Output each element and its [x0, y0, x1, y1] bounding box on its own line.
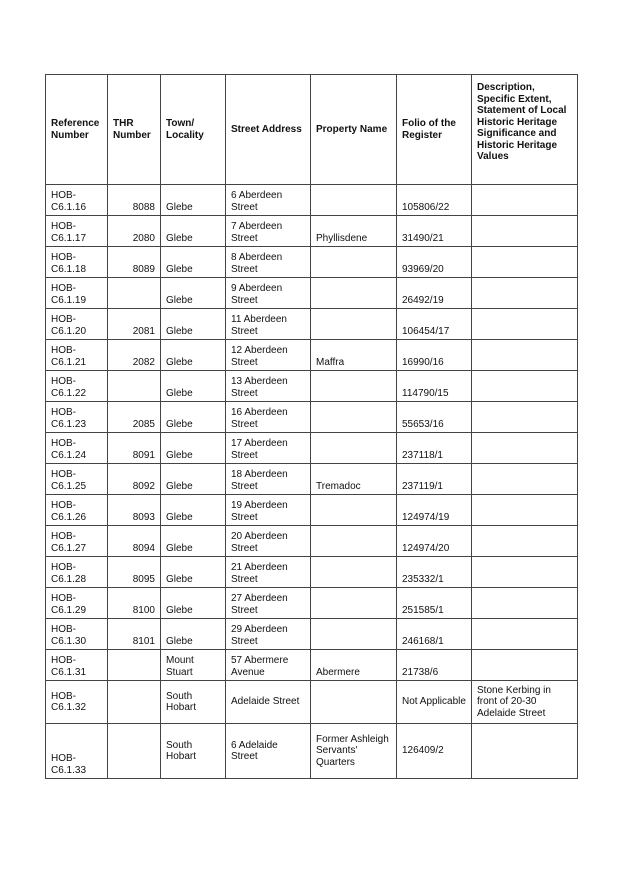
cell-folio: 237119/1 — [397, 464, 472, 495]
cell-description — [472, 557, 578, 588]
cell-reference: HOB-C6.1.22 — [46, 371, 108, 402]
cell-reference: HOB-C6.1.27 — [46, 526, 108, 557]
cell-folio: 55653/16 — [397, 402, 472, 433]
cell-town: Glebe — [161, 433, 226, 464]
cell-description — [472, 278, 578, 309]
cell-folio: 31490/21 — [397, 216, 472, 247]
cell-thr — [108, 650, 161, 681]
cell-street: 7 Aberdeen Street — [226, 216, 311, 247]
cell-property — [311, 402, 397, 433]
cell-thr: 2085 — [108, 402, 161, 433]
cell-description — [472, 526, 578, 557]
cell-description: Stone Kerbing in front of 20-30 Adelaide Street — [472, 681, 578, 724]
cell-town: Glebe — [161, 526, 226, 557]
table-row — [46, 681, 578, 724]
cell-folio: 126409/2 — [397, 724, 472, 779]
cell-reference: HOB-C6.1.21 — [46, 340, 108, 371]
cell-property: Former Ashleigh Servants' Quarters — [311, 724, 397, 779]
cell-street: 29 Aberdeen Street — [226, 619, 311, 650]
cell-town: Glebe — [161, 371, 226, 402]
cell-reference: HOB-C6.1.32 — [46, 681, 108, 724]
cell-thr: 8094 — [108, 526, 161, 557]
cell-thr: 8093 — [108, 495, 161, 526]
cell-town: Glebe — [161, 619, 226, 650]
table-row — [46, 724, 578, 779]
cell-thr — [108, 371, 161, 402]
cell-thr — [108, 681, 161, 724]
cell-reference: HOB-C6.1.26 — [46, 495, 108, 526]
header-description: Description, Specific Extent, Statement of Local Historic Heritage Significance and Historic Heritage Values — [472, 75, 578, 185]
cell-reference: HOB-C6.1.19 — [46, 278, 108, 309]
cell-town: Mount Stuart — [161, 650, 226, 681]
cell-folio: 124974/19 — [397, 495, 472, 526]
cell-street: 8 Aberdeen Street — [226, 247, 311, 278]
cell-town: Glebe — [161, 216, 226, 247]
cell-thr — [108, 724, 161, 779]
cell-town: Glebe — [161, 402, 226, 433]
table-row — [46, 216, 578, 247]
cell-property — [311, 557, 397, 588]
cell-folio: 106454/17 — [397, 309, 472, 340]
table-row — [46, 247, 578, 278]
cell-folio: 124974/20 — [397, 526, 472, 557]
cell-folio: 114790/15 — [397, 371, 472, 402]
cell-reference: HOB-C6.1.33 — [46, 724, 108, 779]
cell-property: Tremadoc — [311, 464, 397, 495]
cell-description — [472, 247, 578, 278]
cell-thr: 8089 — [108, 247, 161, 278]
cell-thr: 2082 — [108, 340, 161, 371]
cell-description — [472, 309, 578, 340]
table-row — [46, 619, 578, 650]
cell-street: 12 Aberdeen Street — [226, 340, 311, 371]
cell-property — [311, 433, 397, 464]
cell-town: Glebe — [161, 340, 226, 371]
header-property-name: Property Name — [311, 75, 397, 185]
cell-street: 57 Abermere Avenue — [226, 650, 311, 681]
header-thr-number: THR Number — [108, 75, 161, 185]
cell-street: 17 Aberdeen Street — [226, 433, 311, 464]
cell-reference: HOB-C6.1.25 — [46, 464, 108, 495]
cell-description — [472, 216, 578, 247]
cell-description — [472, 495, 578, 526]
cell-street: 6 Aberdeen Street — [226, 185, 311, 216]
cell-property — [311, 278, 397, 309]
cell-thr: 2081 — [108, 309, 161, 340]
table-row — [46, 433, 578, 464]
table-row — [46, 340, 578, 371]
cell-description — [472, 464, 578, 495]
cell-property: Maffra — [311, 340, 397, 371]
header-town-locality: Town/ Locality — [161, 75, 226, 185]
cell-description — [472, 650, 578, 681]
cell-thr: 8095 — [108, 557, 161, 588]
cell-street: 19 Aberdeen Street — [226, 495, 311, 526]
header-reference-number: Reference Number — [46, 75, 108, 185]
heritage-register-table — [45, 74, 578, 779]
cell-street: 18 Aberdeen Street — [226, 464, 311, 495]
cell-property — [311, 247, 397, 278]
cell-thr: 2080 — [108, 216, 161, 247]
cell-reference: HOB-C6.1.18 — [46, 247, 108, 278]
cell-thr — [108, 278, 161, 309]
table-row — [46, 464, 578, 495]
cell-reference: HOB-C6.1.24 — [46, 433, 108, 464]
cell-thr: 8092 — [108, 464, 161, 495]
cell-folio: 21738/6 — [397, 650, 472, 681]
cell-property — [311, 619, 397, 650]
table-row — [46, 278, 578, 309]
table-row — [46, 371, 578, 402]
header-folio: Folio of the Register — [397, 75, 472, 185]
header-street-address: Street Address — [226, 75, 311, 185]
table-row — [46, 309, 578, 340]
cell-folio: 235332/1 — [397, 557, 472, 588]
cell-thr: 8101 — [108, 619, 161, 650]
cell-reference: HOB-C6.1.16 — [46, 185, 108, 216]
cell-folio: 26492/19 — [397, 278, 472, 309]
cell-street: 11 Aberdeen Street — [226, 309, 311, 340]
cell-description — [472, 371, 578, 402]
cell-town: Glebe — [161, 247, 226, 278]
cell-thr: 8088 — [108, 185, 161, 216]
cell-property — [311, 681, 397, 724]
cell-reference: HOB-C6.1.31 — [46, 650, 108, 681]
cell-street: 21 Aberdeen Street — [226, 557, 311, 588]
cell-folio: 16990/16 — [397, 340, 472, 371]
cell-property — [311, 495, 397, 526]
table-row — [46, 495, 578, 526]
cell-property — [311, 185, 397, 216]
cell-thr: 8100 — [108, 588, 161, 619]
cell-town: Glebe — [161, 464, 226, 495]
table-row — [46, 402, 578, 433]
cell-description — [472, 724, 578, 779]
cell-property: Phyllisdene — [311, 216, 397, 247]
cell-description — [472, 185, 578, 216]
cell-folio: Not Applicable — [397, 681, 472, 724]
cell-town: South Hobart — [161, 681, 226, 724]
cell-thr: 8091 — [108, 433, 161, 464]
table-row — [46, 650, 578, 681]
cell-town: Glebe — [161, 309, 226, 340]
cell-reference: HOB-C6.1.23 — [46, 402, 108, 433]
cell-folio: 251585/1 — [397, 588, 472, 619]
cell-reference: HOB-C6.1.29 — [46, 588, 108, 619]
cell-town: Glebe — [161, 185, 226, 216]
cell-reference: HOB-C6.1.28 — [46, 557, 108, 588]
cell-description — [472, 619, 578, 650]
cell-town: Glebe — [161, 495, 226, 526]
cell-reference: HOB-C6.1.20 — [46, 309, 108, 340]
table-row — [46, 185, 578, 216]
cell-description — [472, 433, 578, 464]
cell-reference: HOB-C6.1.17 — [46, 216, 108, 247]
cell-description — [472, 340, 578, 371]
cell-street: 6 Adelaide Street — [226, 724, 311, 779]
cell-folio: 93969/20 — [397, 247, 472, 278]
cell-folio: 105806/22 — [397, 185, 472, 216]
cell-town: Glebe — [161, 588, 226, 619]
cell-street: 27 Aberdeen Street — [226, 588, 311, 619]
cell-town: Glebe — [161, 278, 226, 309]
cell-property — [311, 526, 397, 557]
cell-description — [472, 402, 578, 433]
cell-street: Adelaide Street — [226, 681, 311, 724]
table-row — [46, 526, 578, 557]
cell-property — [311, 309, 397, 340]
cell-property: Abermere — [311, 650, 397, 681]
cell-town: Glebe — [161, 557, 226, 588]
cell-property — [311, 371, 397, 402]
cell-street: 20 Aberdeen Street — [226, 526, 311, 557]
cell-folio: 246168/1 — [397, 619, 472, 650]
cell-street: 16 Aberdeen Street — [226, 402, 311, 433]
table-row — [46, 557, 578, 588]
cell-folio: 237118/1 — [397, 433, 472, 464]
cell-street: 13 Aberdeen Street — [226, 371, 311, 402]
table-header-row — [46, 75, 578, 185]
cell-property — [311, 588, 397, 619]
cell-reference: HOB-C6.1.30 — [46, 619, 108, 650]
table-row — [46, 588, 578, 619]
cell-description — [472, 588, 578, 619]
cell-street: 9 Aberdeen Street — [226, 278, 311, 309]
cell-town: South Hobart — [161, 724, 226, 779]
